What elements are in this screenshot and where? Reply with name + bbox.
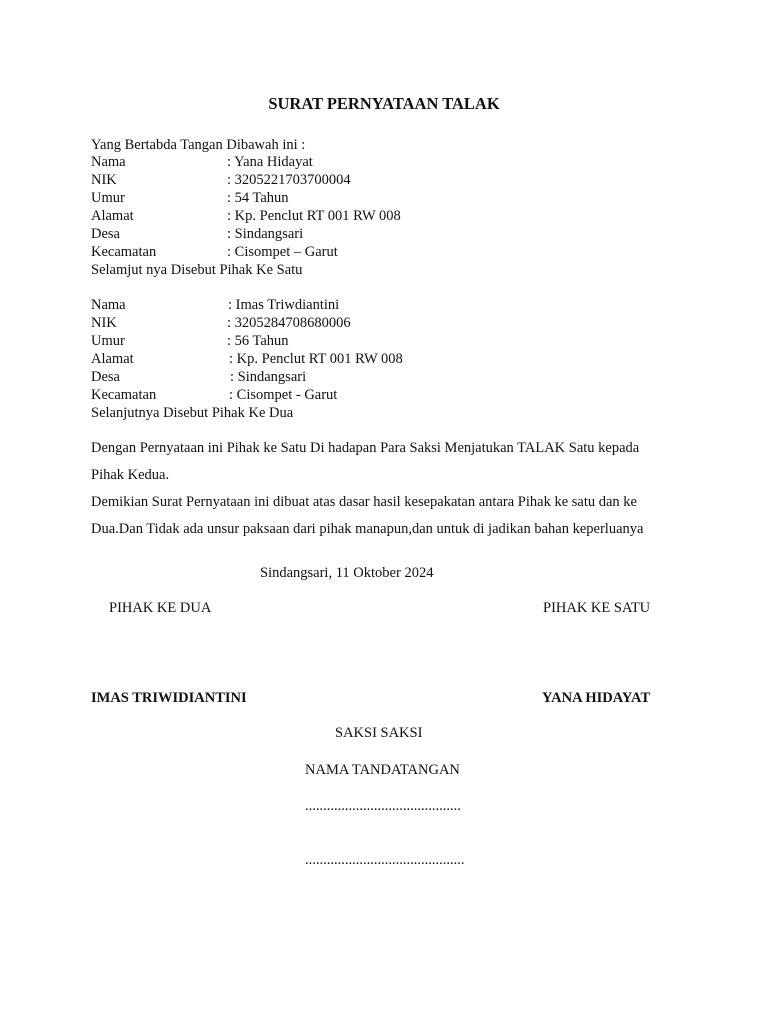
closing-line-2: Dua.Dan Tidak ada unsur paksaan dari pihak manapun,dan untuk di jadikan bahan keperluanya <box>91 521 644 537</box>
document-title: SURAT PERNYATAAN TALAK <box>268 94 500 113</box>
field-value: : Kp. Penclut RT 001 RW 008 <box>227 208 401 224</box>
field-label: Nama <box>91 297 126 313</box>
field-label: Alamat <box>91 351 134 367</box>
statement-line-2: Pihak Kedua. <box>91 467 170 483</box>
party1-designation: Selamjut nya Disebut Pihak Ke Satu <box>91 262 303 278</box>
statement-line-1: Dengan Pernyataan ini Pihak ke Satu Di hadapan Para Saksi Menjatukan TALAK Satu kepada <box>91 440 640 456</box>
field-value: : 3205284708680006 <box>227 315 351 331</box>
field-label: Desa <box>91 369 120 385</box>
field-label: Alamat <box>91 208 134 224</box>
field-value: : Sindangsari <box>230 369 307 385</box>
field-value: : Kp. Penclut RT 001 RW 008 <box>229 351 403 367</box>
field-value: : Cisompet - Garut <box>229 387 338 403</box>
signature-left-name: IMAS TRIWIDIANTINI <box>91 690 247 706</box>
signature-left-role: PIHAK KE DUA <box>109 600 212 616</box>
field-value: : 3205221703700004 <box>227 172 351 188</box>
field-label: Nama <box>91 154 126 170</box>
field-label: NIK <box>91 315 117 331</box>
field-label: Umur <box>91 333 125 349</box>
field-value: : 56 Tahun <box>227 333 289 349</box>
place-date: Sindangsari, 11 Oktober 2024 <box>260 565 434 581</box>
field-value: : Sindangsari <box>227 226 304 242</box>
witness-signature-line-2: ............................................ <box>305 852 465 868</box>
field-label: Desa <box>91 226 120 242</box>
signature-right-role: PIHAK KE SATU <box>543 600 651 616</box>
field-label: NIK <box>91 172 117 188</box>
field-label: Umur <box>91 190 125 206</box>
field-value: : Imas Triwdiantini <box>228 297 340 313</box>
field-label: Kecamatan <box>91 244 157 260</box>
signature-right-name: YANA HIDAYAT <box>542 690 651 706</box>
closing-line-1: Demikian Surat Pernyataan ini dibuat atas dasar hasil kesepakatan antara Pihak ke satu dan ke <box>91 494 637 510</box>
witness-signature-line-1: ........................................... <box>305 798 461 814</box>
witness-subheading: NAMA TANDATANGAN <box>305 762 460 778</box>
field-label: Kecamatan <box>91 387 157 403</box>
field-value: : 54 Tahun <box>227 190 289 206</box>
witness-heading: SAKSI SAKSI <box>335 725 423 741</box>
field-value: : Cisompet – Garut <box>227 244 338 260</box>
party2-designation: Selanjutnya Disebut Pihak Ke Dua <box>91 405 294 421</box>
intro-text: Yang Bertabda Tangan Dibawah ini : <box>91 137 306 153</box>
field-value: : Yana Hidayat <box>227 154 313 170</box>
